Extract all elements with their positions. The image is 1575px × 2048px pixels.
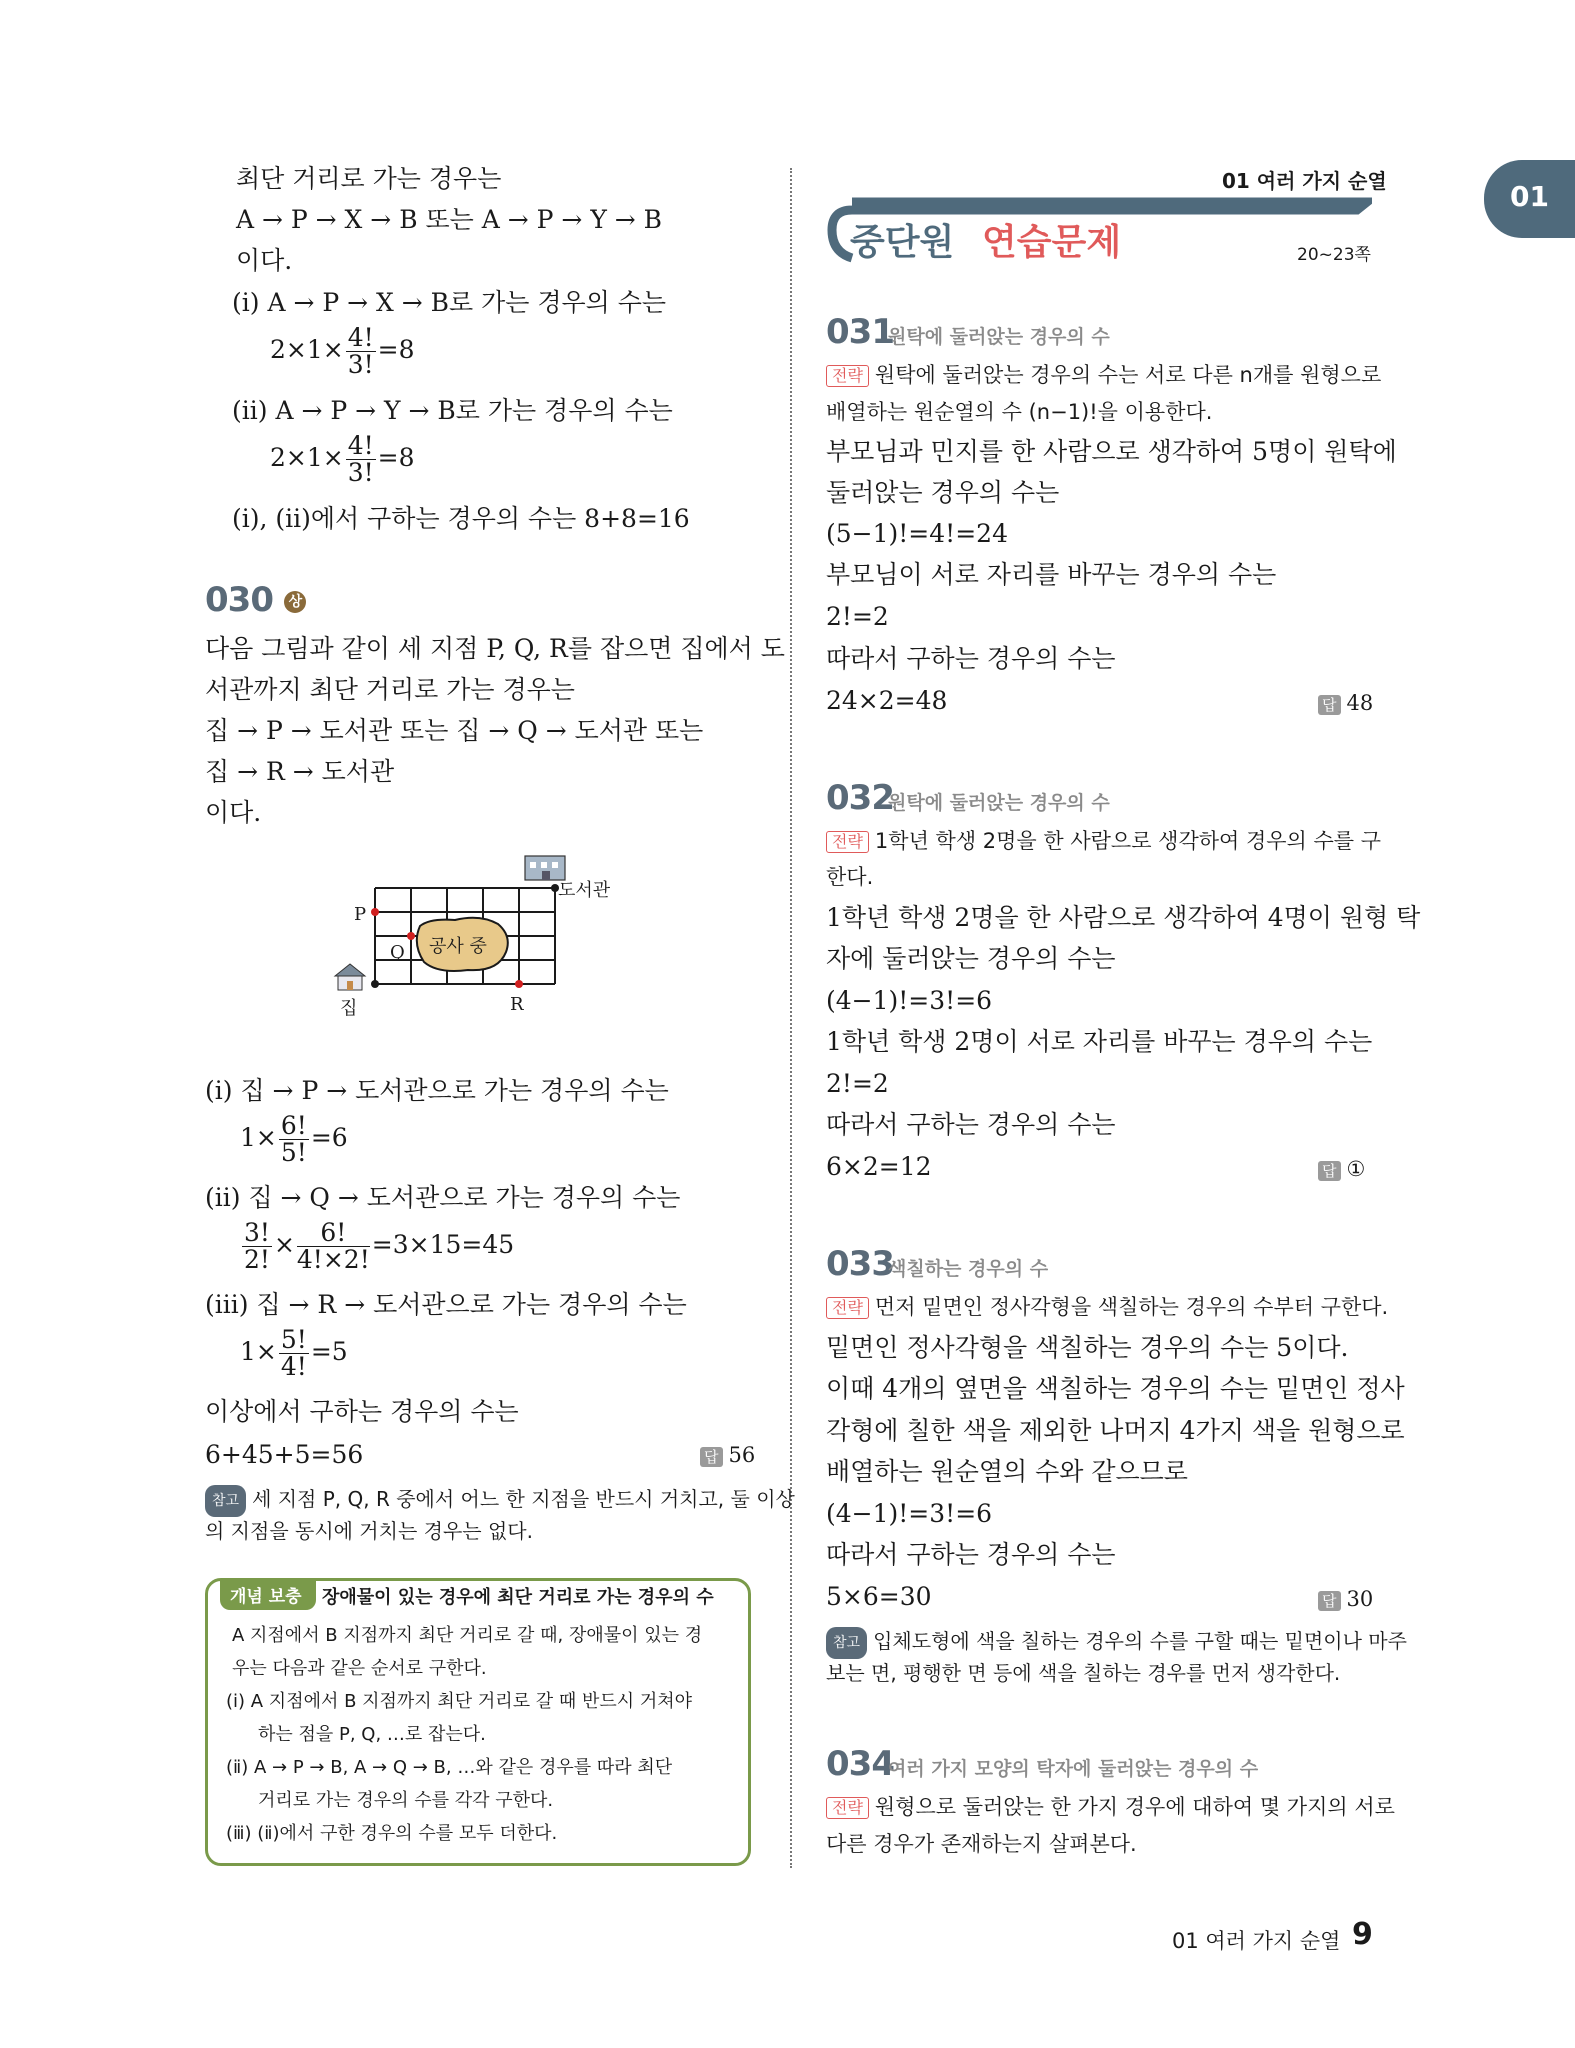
p032-answer: 답 ①: [1318, 1154, 1365, 1184]
point-q: [407, 932, 415, 940]
p032-line-1: 1학년 학생 2명을 한 사람으로 생각하여 4명이 원형 탁: [826, 903, 1421, 932]
p031-line-4: 부모님이 서로 자리를 바꾸는 경우의 수는: [826, 560, 1277, 589]
p031-line-2: 둘러앉는 경우의 수는: [826, 478, 1060, 507]
p032-line-7: 6×2=12: [826, 1152, 932, 1181]
concept-title: 장애물이 있는 경우에 최단 거리로 가는 경우의 수: [322, 1587, 714, 1608]
p030-case-3: (ⅲ) 집 → R → 도서관으로 가는 경우의 수는: [205, 1290, 687, 1319]
p030-case-1: (ⅰ) 집 → P → 도서관으로 가는 경우의 수는: [205, 1076, 669, 1105]
p032-strategy-2: 한다.: [826, 865, 874, 889]
answer-tag: 답: [1318, 1161, 1341, 1181]
footer-chapter: 01 여러 가지 순열: [1172, 1929, 1341, 1953]
concept-line-6: 거리로 가는 경우의 수를 각각 구한다.: [258, 1790, 554, 1811]
home-icon: [335, 964, 365, 990]
problem-032-number: 032: [826, 778, 894, 818]
p032-line-2: 자에 둘러앉는 경우의 수는: [826, 944, 1116, 973]
concept-line-4: 하는 점을 P, Q, …로 잡는다.: [258, 1724, 486, 1745]
note-tag: 참고: [826, 1627, 867, 1659]
p033-note-2: 보는 면, 평행한 면 등에 색을 칠하는 경우를 먼저 생각한다.: [826, 1661, 1341, 1685]
p032-line-4: 1학년 학생 2명이 서로 자리를 바꾸는 경우의 수는: [826, 1027, 1373, 1056]
p031-line-1: 부모님과 민지를 한 사람으로 생각하여 5명이 원탁에: [826, 437, 1397, 466]
p032-line-5: 2!=2: [826, 1069, 889, 1098]
problem-034-title: 여러 가지 모양의 탁자에 둘러앉는 경우의 수: [888, 1758, 1259, 1780]
p033-line-7: 5×6=30: [826, 1582, 932, 1611]
intro-result: (ⅰ), (ⅱ)에서 구하는 경우의 수는 8+8=16: [232, 504, 690, 533]
construction-label: 공사 중: [429, 936, 487, 957]
point-p: [371, 908, 379, 916]
intro-expr-1: 2×1× $\frac{4!}{3!}$ =8: [270, 323, 415, 379]
home-label: 집: [340, 998, 358, 1019]
p034-strategy-2: 다른 경우가 존재하는지 살펴본다.: [826, 1832, 1137, 1856]
p030-note-2: 의 지점을 동시에 거치는 경우는 없다.: [205, 1519, 533, 1543]
intro-expr-2: 2×1× $\frac{4!}{3!}$ =8: [270, 431, 415, 487]
label-q: Q: [390, 942, 405, 963]
intro-line-3: 이다.: [236, 246, 293, 275]
p030-case-3-expr: 1× $\frac{5!}{4!}$ =5: [240, 1325, 348, 1381]
concept-box: [205, 1578, 751, 1866]
p033-line-1: 밑면인 정사각형을 색칠하는 경우의 수는 5이다.: [826, 1333, 1349, 1362]
note-tag: 참고: [205, 1485, 246, 1517]
intro-line-2: A → P → X → B 또는 A → P → Y → B: [236, 205, 663, 234]
problem-030-number: 030 상: [205, 580, 306, 620]
concept-line-1: A 지점에서 B 지점까지 최단 거리로 갈 때, 장애물이 있는 경: [232, 1625, 703, 1646]
label-r: R: [510, 994, 524, 1015]
p030-line-1: 다음 그림과 같이 세 지점 P, Q, R를 잡으면 집에서 도: [205, 634, 785, 663]
chapter-ref: 01 여러 가지 순열: [1222, 169, 1387, 193]
problem-034-number: 034: [826, 1744, 894, 1784]
p032-strategy-1: 전략 1학년 학생 2명을 한 사람으로 생각하여 경우의 수를 구: [826, 826, 1381, 856]
page-number: 9: [1352, 1917, 1373, 1952]
problem-031-title: 원탁에 둘러앉는 경우의 수: [888, 326, 1110, 348]
p033-line-6: 따라서 구하는 경우의 수는: [826, 1540, 1116, 1569]
p032-line-6: 따라서 구하는 경우의 수는: [826, 1110, 1116, 1139]
p031-line-5: 2!=2: [826, 602, 889, 631]
problem-032-title: 원탁에 둘러앉는 경우의 수: [888, 792, 1110, 814]
strategy-tag: 전략: [826, 1297, 869, 1319]
intro-case-1: (ⅰ) A → P → X → B로 가는 경우의 수는: [232, 288, 667, 317]
p033-line-2: 이때 4개의 옆면을 색칠하는 경우의 수는 밑면인 정사: [826, 1374, 1405, 1403]
p030-summary: 이상에서 구하는 경우의 수는: [205, 1397, 519, 1426]
p034-strategy-1: 전략 원형으로 둘러앉는 한 가지 경우에 대하여 몇 가지의 서로: [826, 1792, 1395, 1822]
column-divider: [790, 168, 792, 1868]
p031-strategy-1: 전략 원탁에 둘러앉는 경우의 수는 서로 다른 n개를 원형으로: [826, 360, 1381, 390]
p031-line-7: 24×2=48: [826, 686, 948, 715]
answer-tag: 답: [1318, 695, 1341, 715]
point-r: [515, 980, 523, 988]
p031-answer: 답 48: [1318, 688, 1373, 718]
answer-tag: 답: [1318, 1591, 1341, 1611]
concept-line-3: (ⅰ) A 지점에서 B 지점까지 최단 거리로 갈 때 반드시 거쳐야: [226, 1691, 693, 1712]
p032-line-3: (4−1)!=3!=6: [826, 986, 993, 1015]
chapter-tab: [1484, 160, 1575, 238]
p033-note-1: 참고 입체도형에 색을 칠하는 경우의 수를 구할 때는 밑면이나 마주: [826, 1626, 1407, 1659]
p031-strategy-2: 배열하는 원순열의 수 (n−1)!을 이용한다.: [826, 400, 1213, 424]
p030-line-3: 집 → P → 도서관 또는 집 → Q → 도서관 또는: [205, 716, 704, 745]
concept-line-5: (ⅱ) A → P → B, A → Q → B, …와 같은 경우를 따라 최단: [226, 1757, 673, 1778]
problem-033-number: 033: [826, 1244, 894, 1284]
p033-line-5: (4−1)!=3!=6: [826, 1499, 993, 1528]
strategy-tag: 전략: [826, 365, 869, 387]
grid-diagram: [320, 848, 660, 1048]
p031-line-3: (5−1)!=4!=24: [826, 519, 1008, 548]
p030-case-2: (ⅱ) 집 → Q → 도서관으로 가는 경우의 수는: [205, 1183, 681, 1212]
p030-note-1: 참고 세 지점 P, Q, R 중에서 어느 한 지점을 반드시 거치고, 둘 이상: [205, 1484, 795, 1517]
intro-line-1: 최단 거리로 가는 경우는: [236, 164, 502, 193]
p033-line-4: 배열하는 원순열의 수와 같으므로: [826, 1457, 1188, 1486]
strategy-tag: 전략: [826, 831, 869, 853]
p030-result: 6+45+5=56: [205, 1440, 364, 1469]
difficulty-badge: 상: [284, 591, 306, 613]
label-p: P: [354, 904, 367, 925]
intro-case-2: (ⅱ) A → P → Y → B로 가는 경우의 수는: [232, 396, 673, 425]
section-banner: [812, 196, 1372, 264]
problem-031-number: 031: [826, 312, 894, 352]
library-label: 도서관: [558, 880, 611, 901]
p033-line-3: 각형에 칠한 색을 제외한 나머지 4가지 색을 원형으로: [826, 1416, 1405, 1445]
concept-tag: 개념 보충: [220, 1579, 316, 1610]
concept-line-7: (ⅲ) (ⅱ)에서 구한 경우의 수를 모두 더한다.: [226, 1823, 558, 1844]
chapter-tab-number: 01: [1510, 180, 1549, 213]
problem-033-title: 색칠하는 경우의 수: [888, 1258, 1049, 1280]
section-title-accent: 연습문제: [982, 222, 1122, 263]
p030-line-2: 서관까지 최단 거리로 가는 경우는: [205, 675, 575, 704]
p030-answer: 답 56: [700, 1440, 755, 1470]
p030-case-2-expr: $\frac{3!}{2!}$ × $\frac{6!}{4!\times 2!}$ =3×15=45: [244, 1218, 515, 1274]
p031-line-6: 따라서 구하는 경우의 수는: [826, 644, 1116, 673]
p033-strategy-1: 전략 먼저 밑면인 정사각형을 색칠하는 경우의 수부터 구한다.: [826, 1292, 1388, 1322]
concept-line-2: 우는 다음과 같은 순서로 구한다.: [232, 1658, 487, 1679]
p030-line-4: 집 → R → 도서관: [205, 757, 395, 786]
p033-answer: 답 30: [1318, 1584, 1373, 1614]
library-icon: [525, 856, 565, 880]
strategy-tag: 전략: [826, 1797, 869, 1819]
p030-line-5: 이다.: [205, 798, 262, 827]
page-range: 20~23쪽: [1297, 245, 1371, 265]
p030-case-1-expr: 1× $\frac{6!}{5!}$ =6: [240, 1111, 348, 1167]
answer-tag: 답: [700, 1447, 723, 1467]
section-title-main: 중단원: [850, 222, 955, 263]
